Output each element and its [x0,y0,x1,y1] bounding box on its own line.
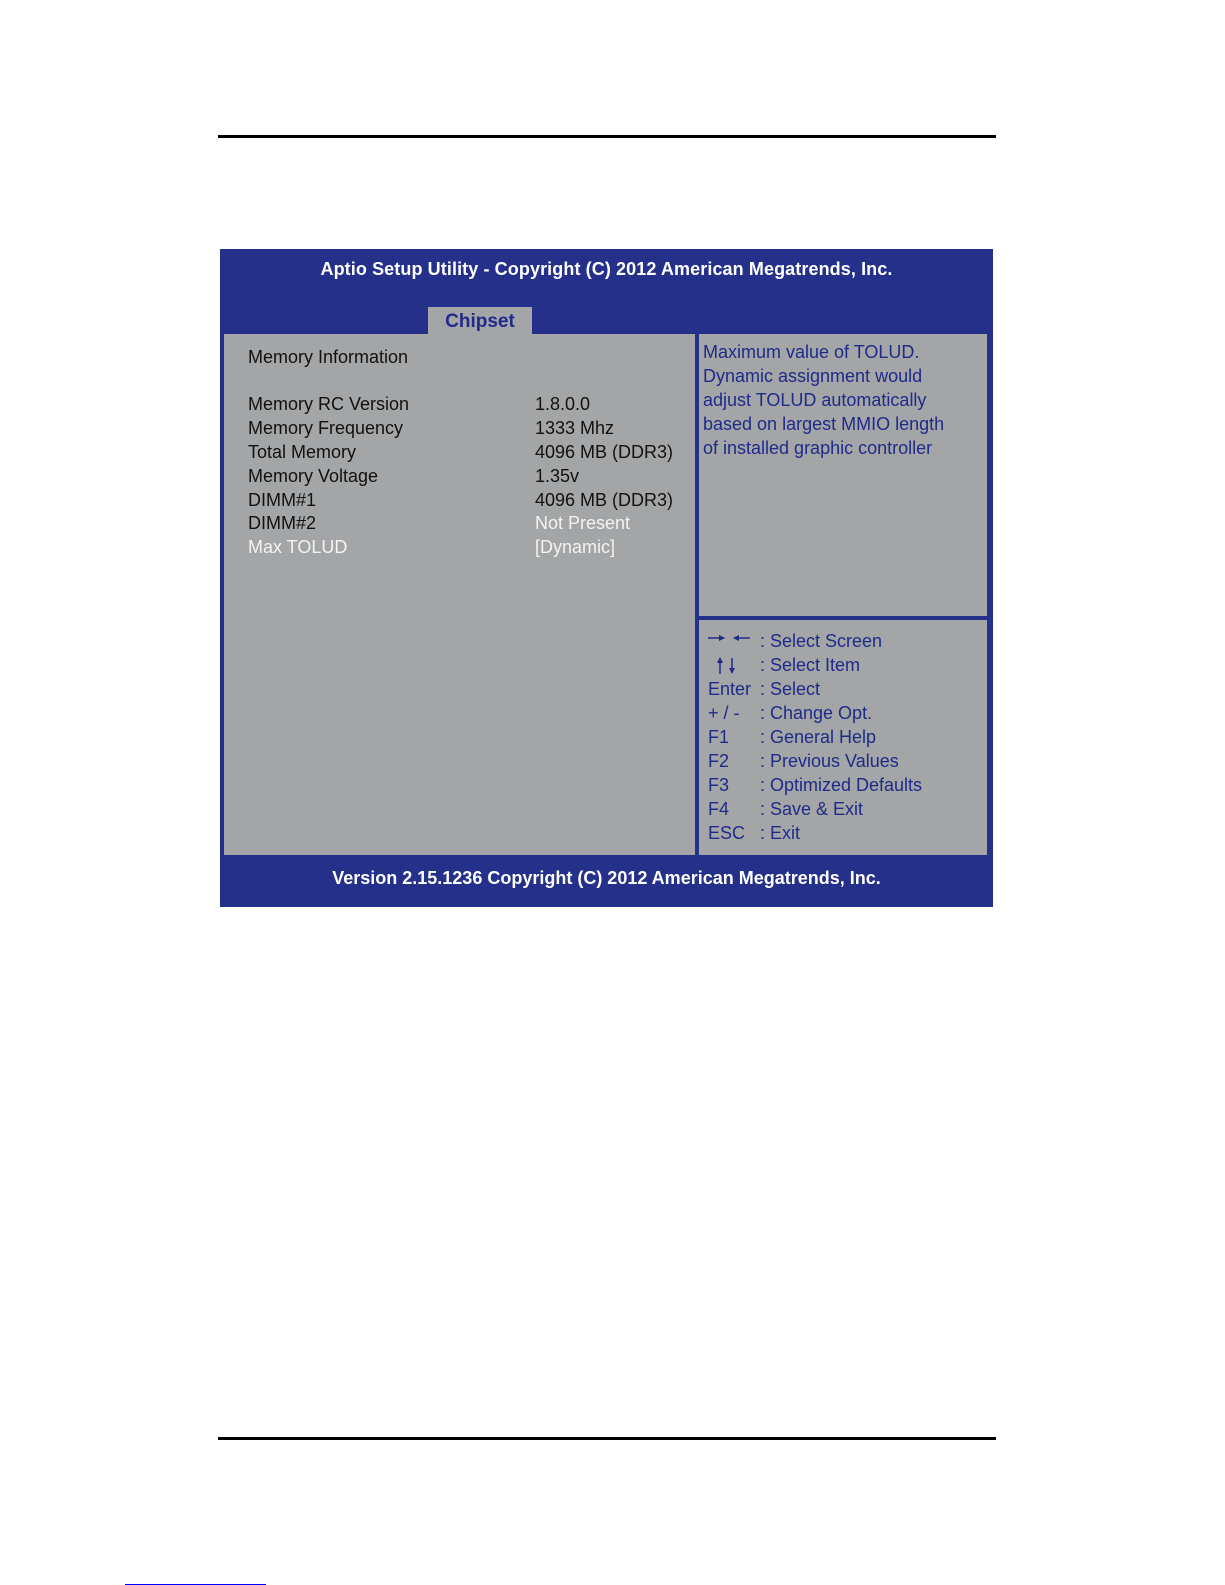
help-line: Maximum value of TOLUD. [703,342,920,362]
help-panel [699,334,987,616]
key-desc: : Change Opt. [760,703,873,723]
key-desc: : Select [760,679,821,699]
setting-label: DIMM#2 [248,513,317,533]
key-label: F4 [708,799,730,819]
section-title: Memory Information [248,347,409,367]
left-right-arrows-icon [708,634,752,648]
setting-value: 1.8.0.0 [535,394,591,414]
key-desc: : General Help [760,727,877,747]
setting-label: Memory RC Version [248,394,410,414]
settings-panel [224,334,695,855]
key-desc: : Previous Values [760,751,899,771]
help-line: Dynamic assignment would [703,366,923,386]
page-top-rule [218,135,996,138]
key-desc: : Optimized Defaults [760,775,923,795]
bios-setup-window [220,249,993,907]
bios-footer-version: Version 2.15.1236 Copyright (C) 2012 American Megatrends, Inc. [332,868,881,888]
bios-title: Aptio Setup Utility - Copyright (C) 2012 American Megatrends, Inc. [320,259,893,279]
key-desc: : Select Item [760,655,861,675]
up-down-arrows-icon [708,656,752,676]
setting-value: 1.35v [535,466,580,486]
key-desc: : Save & Exit [760,799,864,819]
help-line: adjust TOLUD automatically [703,390,927,410]
setting-label: Memory Frequency [248,418,404,438]
key-desc: : Exit [760,823,801,843]
page-bottom-rule [218,1437,996,1440]
setting-label: DIMM#1 [248,490,317,510]
key-label: F1 [708,727,730,747]
key-label: Enter [708,679,752,699]
key-label: + / - [708,703,740,723]
setting-label[interactable]: Max TOLUD [248,537,348,557]
setting-label: Memory Voltage [248,466,379,486]
key-label: F2 [708,751,730,771]
key-label: ESC [708,823,746,843]
tab-chipset[interactable]: Chipset [428,307,532,334]
setting-label: Total Memory [248,442,357,462]
key-label: F3 [708,775,730,795]
setting-value: 4096 MB (DDR3) [535,490,674,510]
setting-value: Not Present [535,513,631,533]
max-tolud-option[interactable]: [Dynamic] [535,537,616,557]
help-line: of installed graphic controller [703,438,933,458]
help-text [703,340,981,460]
key-legend-panel [699,620,987,855]
help-line: based on largest MMIO length [703,414,945,434]
setting-value: 1333 Mhz [535,418,615,438]
key-desc: : Select Screen [760,631,883,651]
setting-value: 4096 MB (DDR3) [535,442,674,462]
